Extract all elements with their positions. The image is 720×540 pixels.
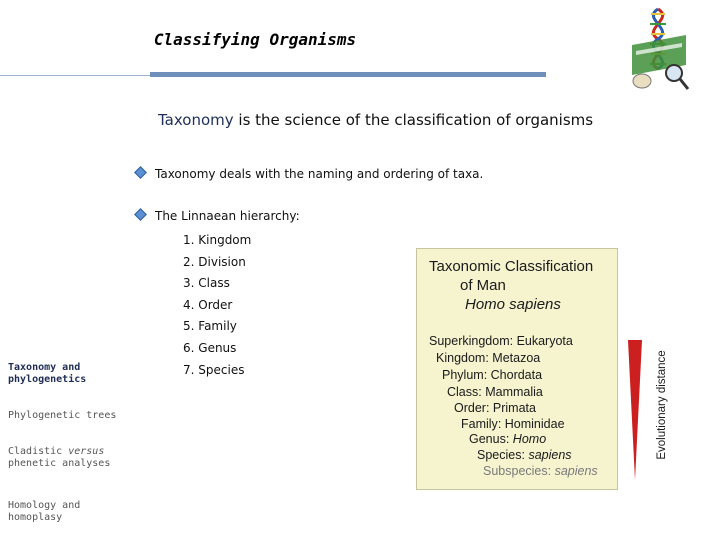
hierarchy-row: Family: Hominidae xyxy=(461,417,565,431)
figure-species-name: Homo sapiens xyxy=(465,296,561,313)
rank-item: 7. Species xyxy=(183,362,245,377)
sidebar-item-label: phenetic analyses xyxy=(8,458,111,469)
rank-item: 1. Kingdom xyxy=(183,233,252,247)
sidebar-item-phylogenetic-trees[interactable]: Phylogenetic trees xyxy=(8,410,117,421)
hierarchy-row: Class: Mammalia xyxy=(447,385,543,399)
linnaean-rank-list xyxy=(183,232,251,383)
sidebar-item-taxonomy-and-phylogenetics[interactable]: Taxonomy and phylogenetics xyxy=(8,362,87,385)
title-accent-bar xyxy=(150,72,546,77)
hierarchy-row: Order: Primata xyxy=(454,401,536,415)
sidebar-item-label-emphasis: versus xyxy=(68,446,105,457)
sidebar-item-label: Cladistic xyxy=(8,446,69,457)
bullet-text: The Linnaean hierarchy: xyxy=(155,209,300,223)
diamond-bullet-icon xyxy=(134,208,147,221)
heading-text: is the science of the classification of organisms xyxy=(233,111,594,129)
rank-item: 2. Division xyxy=(183,254,246,269)
slide-title: Classifying Organisms xyxy=(153,30,357,49)
rank-item: 3. Class xyxy=(183,276,230,291)
hierarchy-row: Species: sapiens xyxy=(477,448,572,462)
hierarchy-row: Phylum: Chordata xyxy=(442,368,543,382)
taxonomy-figure xyxy=(416,248,618,490)
bullet-item xyxy=(136,167,483,181)
bullet-item xyxy=(136,209,300,223)
sidebar-item-cladistic-vs-phenetic[interactable] xyxy=(8,446,118,470)
figure-title: Taxonomic Classification xyxy=(429,258,594,275)
main-heading xyxy=(158,111,593,129)
evolutionary-distance-wedge xyxy=(628,340,642,480)
diamond-bullet-icon xyxy=(134,166,147,179)
hierarchy-row: Subspecies: sapiens xyxy=(483,464,598,478)
hierarchy-row: Genus: Homo xyxy=(469,432,547,446)
evolutionary-distance-label: Evolutionary distance xyxy=(656,350,668,460)
heading-term: Taxonomy xyxy=(158,111,234,129)
sidebar-item-homology-and-homoplasy[interactable]: Homology and homoplasy xyxy=(8,500,81,523)
rank-item: 5. Family xyxy=(183,319,237,334)
dna-magnifier-graphic-icon xyxy=(628,5,690,91)
bullet-text: Taxonomy deals with the naming and ordering of taxa. xyxy=(155,167,484,181)
rank-item: 6. Genus xyxy=(183,340,237,355)
title-divider-line xyxy=(0,75,150,76)
rank-item: 4. Order xyxy=(183,297,233,312)
hierarchy-row: Superkingdom: Eukaryota xyxy=(429,334,573,348)
figure-title: of Man xyxy=(460,277,506,294)
hierarchy-row: Kingdom: Metazoa xyxy=(436,351,541,365)
